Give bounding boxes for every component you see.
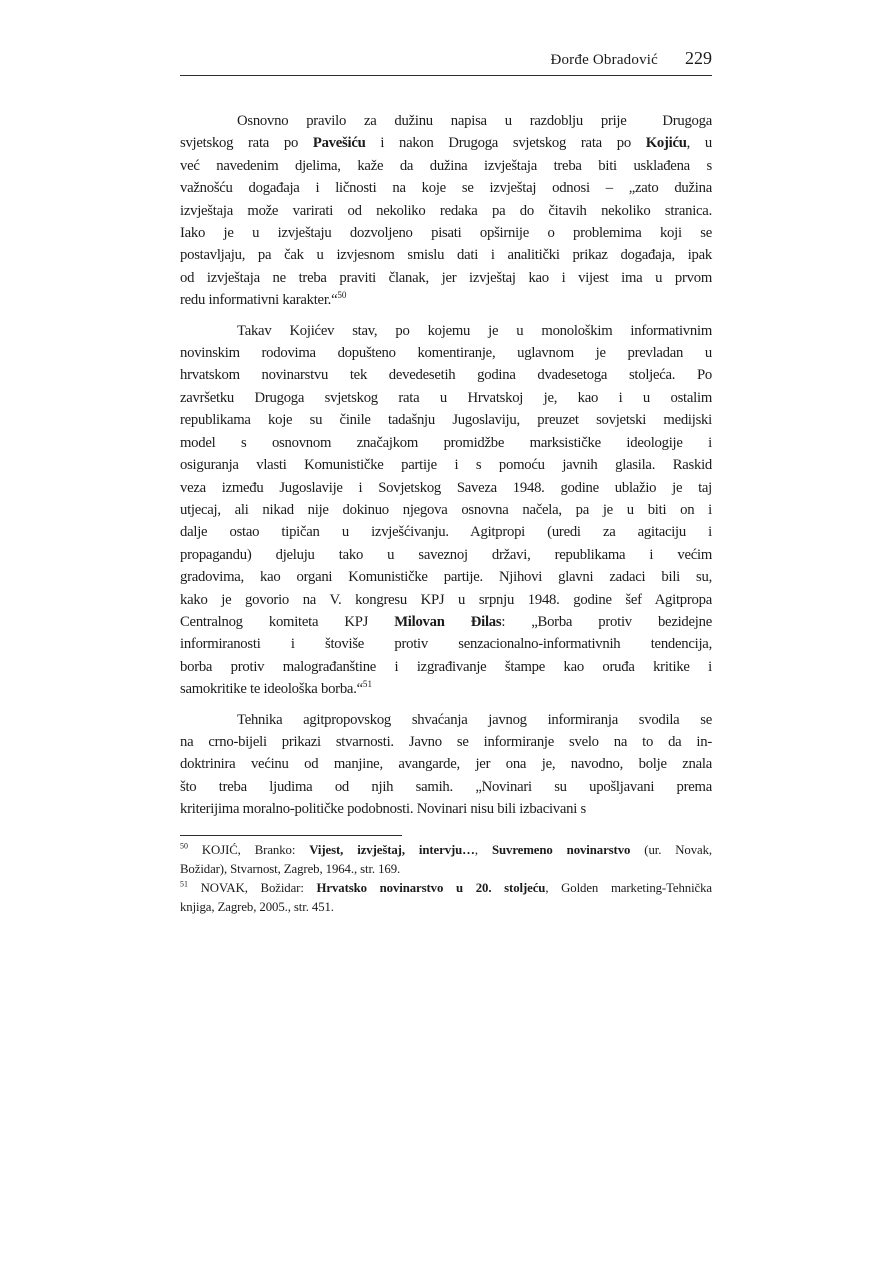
page-content — [180, 48, 712, 917]
text-run: , — [474, 842, 492, 857]
text-run: kako je govorio na V. kongresu KPJ u srpnju 1948. godine šef Agitpropa — [180, 591, 712, 608]
footnotes — [180, 841, 712, 917]
text-line — [180, 656, 712, 678]
paragraph — [180, 709, 712, 821]
text-line — [180, 566, 712, 588]
emphasized-text: Vijest, izvještaj, intervju… — [309, 842, 475, 857]
text-line — [180, 521, 712, 543]
text-run: doktrinira većinu od manjine, avangarde, jer ona je, navodno, bolje znala — [180, 756, 712, 773]
text-line — [180, 860, 712, 879]
text-run: od izvještaja ne treba praviti članak, jer izvještaj kao i vijest ima u prvom — [180, 269, 712, 286]
text-run: novinskim rodovima dopušteno komentiranje, uglavnom je prevladan u — [180, 345, 712, 362]
text-run: samokritike te ideološka borba.“ — [180, 681, 363, 698]
emphasized-text: Kojiću — [645, 135, 687, 152]
emphasized-text: Pavešiću — [312, 135, 366, 152]
paragraphs — [180, 110, 712, 821]
text-line — [180, 155, 712, 177]
text-line — [180, 499, 712, 521]
text-run: Božidar), Stvarnost, Zagreb, 1964., str. 169. — [180, 861, 401, 876]
text-run: kriterijima moralno-političke podobnosti. Novinari nisu bili izbacivani s — [180, 801, 586, 818]
emphasized-text: Hrvatsko novinarstvo u 20. stoljeću — [316, 880, 546, 895]
paragraph — [180, 320, 712, 701]
text-line — [180, 798, 712, 820]
footnote-marker: 51 — [180, 879, 188, 889]
text-line — [180, 633, 712, 655]
running-header-author: Đorđe Obradović — [550, 52, 658, 68]
text-line — [180, 731, 712, 753]
text-line — [180, 432, 712, 454]
text-line — [180, 477, 712, 499]
footnote-50 — [180, 841, 712, 879]
text-run: NOVAK, Božidar: — [187, 880, 317, 895]
text-run: svjetskog rata po — [180, 135, 313, 152]
text-line — [180, 753, 712, 775]
text-run: (ur. Novak, — [630, 842, 712, 857]
emphasized-text: Milovan Đilas — [394, 613, 502, 630]
text-line — [180, 222, 712, 244]
footnote-reference: 51 — [362, 679, 372, 690]
text-line — [180, 387, 712, 409]
text-run: izvještaja može varirati od nekoliko redaka pa do čitavih nekoliko stranica. — [180, 202, 712, 219]
text-line — [180, 267, 712, 289]
text-run: hrvatskom novinarstvu tek devedesetih godina dvadesetoga stoljeća. Po — [180, 367, 712, 384]
text-run: propagandu) djeluju tako u saveznoj državi, republikama i većim — [180, 546, 712, 563]
text-line — [180, 678, 712, 700]
text-run: Centralnog komiteta KPJ — [180, 613, 395, 630]
text-line — [180, 611, 712, 633]
text-run: republikama koje su činile tadašnju Jugoslaviju, preuzet sovjetski medijski — [180, 412, 712, 429]
text-run: , Golden marketing-Tehnička — [545, 880, 712, 895]
text-run: Tehnika agitpropovskog shvaćanja javnog informiranja svodila se — [237, 711, 712, 728]
text-run: knjiga, Zagreb, 2005., str. 451. — [180, 899, 334, 914]
text-run: KOJIĆ, Branko: — [187, 842, 310, 857]
text-line — [180, 244, 712, 266]
emphasized-text: Suvremeno novinarstvo — [491, 842, 631, 857]
article-body — [180, 110, 712, 917]
text-line — [180, 454, 712, 476]
text-line — [180, 177, 712, 199]
text-line — [180, 409, 712, 431]
paragraph — [180, 110, 712, 312]
text-run: redu informativni karakter.“ — [180, 292, 338, 309]
text-line — [180, 841, 712, 860]
text-line — [180, 776, 712, 798]
text-run: što treba ljudima od njih samih. „Novinari su upošljavani prema — [180, 778, 712, 795]
text-run: Takav Kojićev stav, po kojemu je u monološkim informativnim — [237, 322, 712, 339]
text-run: već navedenim djelima, kaže da dužina izvještaja treba biti usklađena s — [180, 157, 712, 174]
text-line — [180, 110, 712, 132]
text-run: borba protiv malograđanštine i izgrađivanje štampe kao oruđa kritike i — [180, 658, 712, 675]
text-run: dalje ostao tipičan u izvješćivanju. Agitpropi (uredi za agitaciju i — [180, 524, 712, 541]
footnote-marker: 50 — [180, 841, 188, 851]
text-run: Osnovno pravilo za dužinu napisa u razdoblju prije Drugoga — [237, 113, 712, 129]
text-run: i nakon Drugoga svjetskog rata po — [365, 135, 646, 152]
running-header — [180, 48, 712, 76]
text-line — [180, 364, 712, 386]
text-run: na crno-bijeli prikazi stvarnosti. Javno se informiranje svelo na to da in- — [180, 733, 712, 750]
text-run: : „Borba protiv bezidejne — [501, 613, 712, 630]
text-run: Iako je u izvještaju dozvoljeno pisati opširnije o problemima koji se — [180, 225, 712, 242]
text-line — [180, 320, 712, 342]
text-line — [180, 589, 712, 611]
text-run: završetku Drugoga svjetskog rata u Hrvatskoj je, kao i u ostalim — [180, 389, 712, 406]
text-run: osiguranja vlasti Komunističke partije i s pomoću javnih glasila. Raskid — [180, 457, 712, 474]
text-line — [180, 200, 712, 222]
text-line — [180, 289, 712, 311]
text-run: važnošću događaja i ličnosti na koje se izvještaj odnosi – „zato dužina — [180, 180, 712, 197]
text-run: veza između Jugoslavije i Sovjetskog Saveza 1948. godine ublažio je taj — [180, 479, 712, 496]
text-line — [180, 544, 712, 566]
text-line — [180, 879, 712, 898]
footnote-51 — [180, 879, 712, 917]
text-run: postavljaju, pa čak u izvjesnom smislu dati i analitički prikaz događaja, ipak — [180, 247, 712, 264]
text-line — [180, 709, 712, 731]
text-run: utjecaj, ali nikad nije dokinuo njegova osnovna načela, pa je u biti on i — [180, 501, 712, 518]
page-number: 229 — [685, 48, 712, 68]
text-line — [180, 342, 712, 364]
footnote-reference: 50 — [337, 290, 347, 301]
text-run: informiranosti i štoviše protiv senzacionalno-informativnih tendencija, — [180, 636, 712, 653]
text-run: gradovima, kao organi Komunističke partije. Njihovi glavni zadaci bili su, — [180, 569, 712, 586]
text-line — [180, 132, 712, 154]
text-run: , u — [686, 135, 712, 152]
text-line — [180, 898, 712, 917]
text-run: model s osnovnom značajkom promidžbe marksističke ideologije i — [180, 434, 712, 451]
footnote-separator — [180, 835, 402, 836]
